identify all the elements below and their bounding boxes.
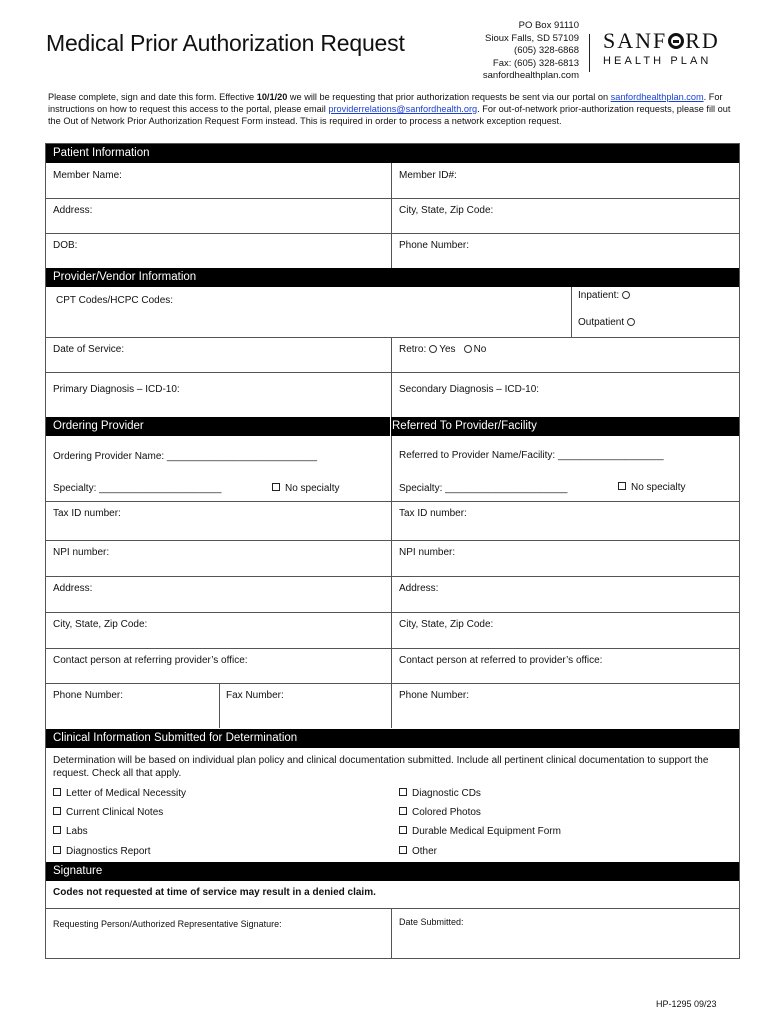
retro-yes-radio[interactable]: [429, 345, 437, 353]
checkbox-labs[interactable]: Labs: [53, 826, 88, 838]
ordering-contact-field[interactable]: Contact person at referring provider’s office:: [53, 655, 248, 666]
page-title: Medical Prior Authorization Request: [46, 30, 405, 56]
secondary-diagnosis-field[interactable]: Secondary Diagnosis – ICD-10:: [399, 384, 540, 395]
referred-city-field[interactable]: City, State, Zip Code:: [399, 619, 494, 630]
contact-line: sanfordhealthplan.com: [482, 70, 579, 81]
member-id-field[interactable]: Member ID#:: [399, 170, 457, 181]
checkbox-dme-form[interactable]: Durable Medical Equipment Form: [399, 826, 561, 838]
contact-line: PO Box 91110: [518, 20, 579, 31]
primary-diagnosis-field[interactable]: Primary Diagnosis – ICD-10:: [53, 384, 180, 395]
section-patient-header: Patient Information: [46, 144, 739, 163]
ordering-specialty-field[interactable]: Specialty: ______________________: [53, 483, 222, 494]
logo-cross-icon: [668, 33, 684, 49]
contact-line: (605) 328-6868: [514, 45, 579, 56]
referred-contact-field[interactable]: Contact person at referred to provider’s office:: [399, 655, 603, 666]
retro-no-radio[interactable]: [464, 345, 472, 353]
section-clinical-header: Clinical Information Submitted for Determination: [46, 729, 739, 748]
email-link[interactable]: providerrelations@sanfordhealth.org: [328, 104, 478, 115]
date-submitted-field[interactable]: Date Submitted:: [399, 917, 464, 927]
contact-block: [483, 20, 579, 83]
referred-tax-id-field[interactable]: Tax ID number:: [399, 508, 467, 519]
checkbox-diagnostics-report[interactable]: Diagnostics Report: [53, 846, 150, 858]
ordering-address-field[interactable]: Address:: [53, 583, 93, 594]
inpatient-radio[interactable]: [622, 291, 630, 299]
checkbox-other[interactable]: Other: [399, 846, 437, 858]
intro-text: Please complete, sign and date this form. Effective 10/1/20 we will be requesting that prior authorization requests be sent via our portal on sanfordhealthplan.com. For instructions on how to request this access to the portal, please email providerrelations@sanfordhealth.org. For out-of-network prior-authorization requests, please fill out the Out of Network Prior Authorization Request Form instead. This is required in order to process a network exception request.: [48, 92, 731, 127]
patient-phone-field[interactable]: Phone Number:: [399, 240, 470, 251]
ordering-city-field[interactable]: City, State, Zip Code:: [53, 619, 148, 630]
checkbox-diagnostic-cds[interactable]: Diagnostic CDs: [399, 788, 481, 800]
member-name-field[interactable]: Member Name:: [53, 170, 122, 181]
referred-address-field[interactable]: Address:: [399, 583, 439, 594]
outpatient-option[interactable]: Outpatient: [578, 317, 637, 329]
inpatient-option[interactable]: Inpatient:: [578, 290, 632, 302]
section-provider-vendor-header: Provider/Vendor Information: [46, 268, 739, 287]
contact-line: Sioux Falls, SD 57109: [485, 32, 579, 44]
ordering-no-specialty-checkbox[interactable]: No specialty: [272, 483, 339, 495]
referred-npi-field[interactable]: NPI number:: [399, 547, 456, 558]
ordering-provider-name-field[interactable]: Ordering Provider Name: ___________________________: [53, 451, 318, 462]
clinical-description: Determination will be based on individual plan policy and clinical documentation submitted. Include all pertinent clinical documentation to support the request. Check all that apply.: [53, 755, 709, 779]
dob-field[interactable]: DOB:: [53, 240, 78, 251]
cpt-codes-field[interactable]: CPT Codes/HCPC Codes:: [56, 295, 174, 306]
referred-provider-name-field[interactable]: Referred to Provider Name/Facility: ___________________: [399, 450, 664, 461]
signature-field[interactable]: Requesting Person/Authorized Representative Signature:: [53, 919, 282, 929]
referred-specialty-field[interactable]: Specialty: ______________________: [399, 483, 568, 494]
checkbox-colored-photos[interactable]: Colored Photos: [399, 807, 481, 819]
outpatient-radio[interactable]: [627, 318, 635, 326]
ordering-phone-field[interactable]: Phone Number:: [53, 690, 124, 701]
checkbox-letter-of-medical-necessity[interactable]: Letter of Medical Necessity: [53, 788, 186, 800]
ordering-fax-field[interactable]: Fax Number:: [226, 690, 284, 701]
ordering-npi-field[interactable]: NPI number:: [53, 547, 110, 558]
form-code: HP-1295 09/23: [656, 999, 717, 1009]
authorization-form: [45, 143, 740, 959]
header-divider: [589, 34, 590, 72]
date-of-service-field[interactable]: Date of Service:: [53, 344, 125, 355]
patient-address-field[interactable]: Address:: [53, 205, 93, 216]
retro-group: Retro: Yes No: [399, 344, 487, 355]
contact-line: Fax: (605) 328-6813: [492, 57, 579, 69]
sanford-logo: SANF RD HEALTH PLAN: [603, 28, 720, 67]
section-signature-header: Signature: [46, 862, 739, 881]
portal-link[interactable]: sanfordhealthplan.com: [610, 92, 704, 102]
ordering-tax-id-field[interactable]: Tax ID number:: [53, 508, 121, 519]
checkbox-current-clinical-notes[interactable]: Current Clinical Notes: [53, 807, 163, 819]
patient-city-field[interactable]: City, State, Zip Code:: [399, 205, 494, 216]
referred-phone-field[interactable]: Phone Number:: [399, 690, 470, 701]
section-ordering-header: Ordering Provider Referred To Provider/Facility: [46, 417, 739, 436]
referred-no-specialty-checkbox[interactable]: No specialty: [618, 482, 685, 494]
section-referred-header: Referred To Provider/Facility: [392, 420, 537, 432]
signature-warning: Codes not requested at time of service may result in a denied claim.: [53, 887, 376, 898]
